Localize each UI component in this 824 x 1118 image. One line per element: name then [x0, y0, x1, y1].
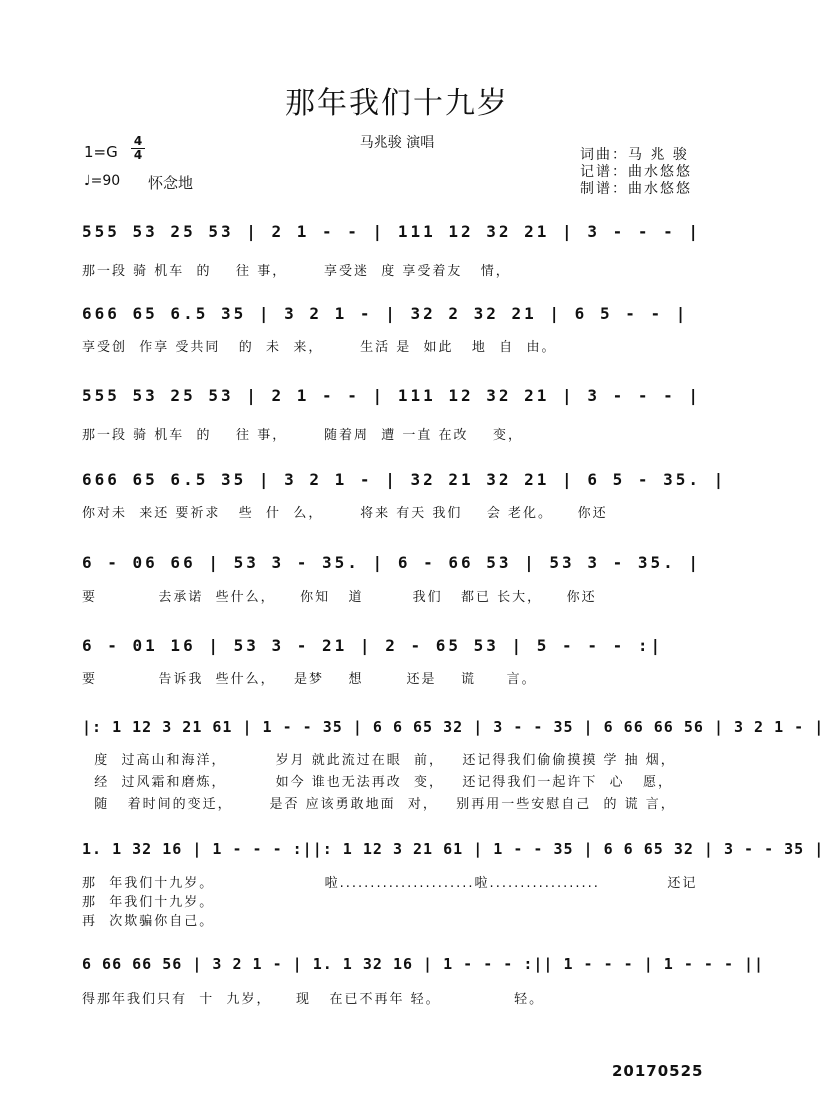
lyric-row-3: 那一段 骑 机车 的 往 事， 随着周 遭 一直 在改 变， — [82, 428, 524, 443]
notation-credit: 记谱：曲水悠悠 — [580, 164, 692, 180]
date-stamp: 20170525 — [612, 1062, 704, 1080]
lyric-row-5: 要 去承诺 些什么， 你知 道 我们 都已 长大， 你还 — [82, 590, 597, 605]
notation-row-7: |: 1 12 3 21 61 | 1 - - 35 | 6 6 65 32 | 3 - - 35 | 6 66 66 56 | 3 2 1 - | — [82, 718, 824, 736]
notation-row-2: 666 65 6.5 35 | 3 2 1 - | 32 2 32 21 | 6 5 - - | — [82, 304, 689, 323]
notation-row-9: 6 66 66 56 | 3 2 1 - | 1. 1 32 16 | 1 - - - :|| 1 - - - | 1 - - - || — [82, 955, 765, 973]
time-signature — [131, 136, 145, 161]
time-signature-top: 4 — [133, 134, 143, 148]
tempo-marking: ♩=90 — [84, 173, 121, 189]
lyric-row-8-verse-1: 那 年我们十九岁。 啦......................啦.................. 还记 — [82, 876, 698, 891]
lyric-row-2: 享受创 作享 受共同 的 未 来， 生活 是 如此 地 自 由。 — [82, 340, 557, 355]
notation-row-4: 666 65 6.5 35 | 3 2 1 - | 32 21 32 21 | 6 5 - 35. | — [82, 470, 727, 489]
production-credit: 制谱：曲水悠悠 — [580, 181, 692, 197]
notation-row-6: 6 - 01 16 | 53 3 - 21 | 2 - 65 53 | 5 - - - :| — [82, 636, 664, 655]
notation-row-8: 1. 1 32 16 | 1 - - - :||: 1 12 3 21 61 | 1 - - 35 | 6 6 65 32 | 3 - - 35 | — [82, 840, 824, 858]
lyric-row-7-verse-3: 随 着时间的变迁， 是否 应该勇敢地面 对， 别再用一些安慰自己 的 谎 言， — [82, 797, 676, 812]
lyric-row-6: 要 告诉我 些什么， 是梦 想 还是 谎 言。 — [82, 672, 537, 687]
song-title: 那年我们十九岁 — [285, 86, 509, 121]
expression-marking: 怀念地 — [148, 174, 194, 192]
lyric-row-9: 得那年我们只有 十 九岁， 现 在已不再年 轻。 轻。 — [82, 992, 545, 1007]
lyric-row-8-verse-3: 再 次欺骗你自己。 — [82, 914, 215, 929]
singer-credit: 马兆骏 演唱 — [359, 135, 435, 151]
lyrics-music-credit: 词曲：马 兆 骏 — [580, 147, 689, 163]
notation-row-1: 555 53 25 53 | 2 1 - - | 111 12 32 21 | 3 - - - | — [82, 222, 702, 241]
notation-row-3: 555 53 25 53 | 2 1 - - | 111 12 32 21 | 3 - - - | — [82, 386, 702, 405]
lyric-row-8-verse-2: 那 年我们十九岁。 — [82, 895, 215, 910]
notation-row-5: 6 - 06 66 | 53 3 - 35. | 6 - 66 53 | 53 3 - 35. | — [82, 553, 702, 572]
time-signature-bottom: 4 — [133, 148, 143, 162]
lyric-row-4: 你对未 来还 要祈求 些 什 么， 将来 有天 我们 会 老化。 你还 — [82, 506, 608, 521]
lyric-row-7-verse-1: 度 过高山和海洋， 岁月 就此流过在眼 前， 还记得我们偷偷摸摸 学 抽 烟， — [82, 753, 676, 768]
lyric-row-1: 那一段 骑 机车 的 往 事， 享受迷 度 享受着友 情， — [82, 264, 511, 279]
lyric-row-7-verse-2: 经 过风霜和磨炼， 如今 谁也无法再改 变， 还记得我们一起许下 心 愿， — [82, 775, 674, 790]
key-signature: 1=G — [84, 143, 118, 161]
